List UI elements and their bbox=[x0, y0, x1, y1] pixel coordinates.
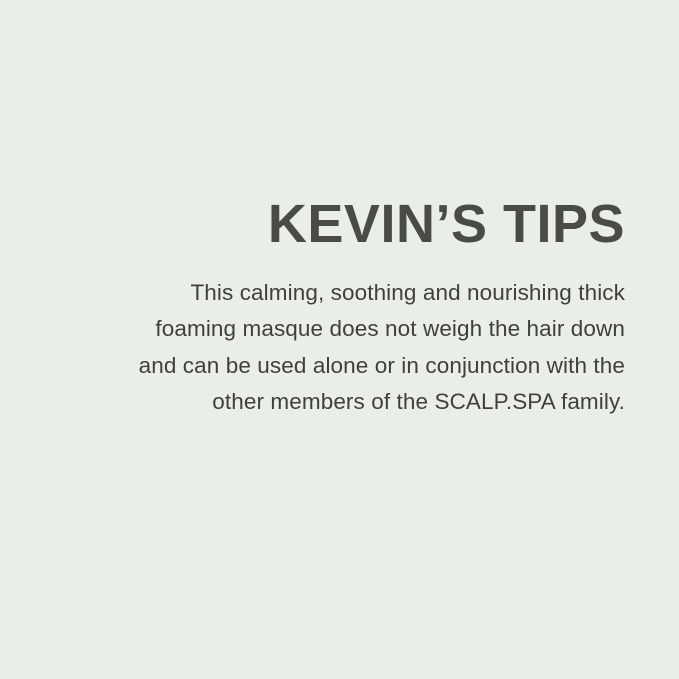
tips-body-text: This calming, soothing and nourishing thick foaming masque does not weigh the hair down and can be used alone or in conjunction with the other members of the SCALP.SPA family. bbox=[138, 279, 625, 414]
page-title: KEVIN’S TIPS bbox=[267, 194, 625, 254]
tips-content bbox=[0, 196, 625, 420]
